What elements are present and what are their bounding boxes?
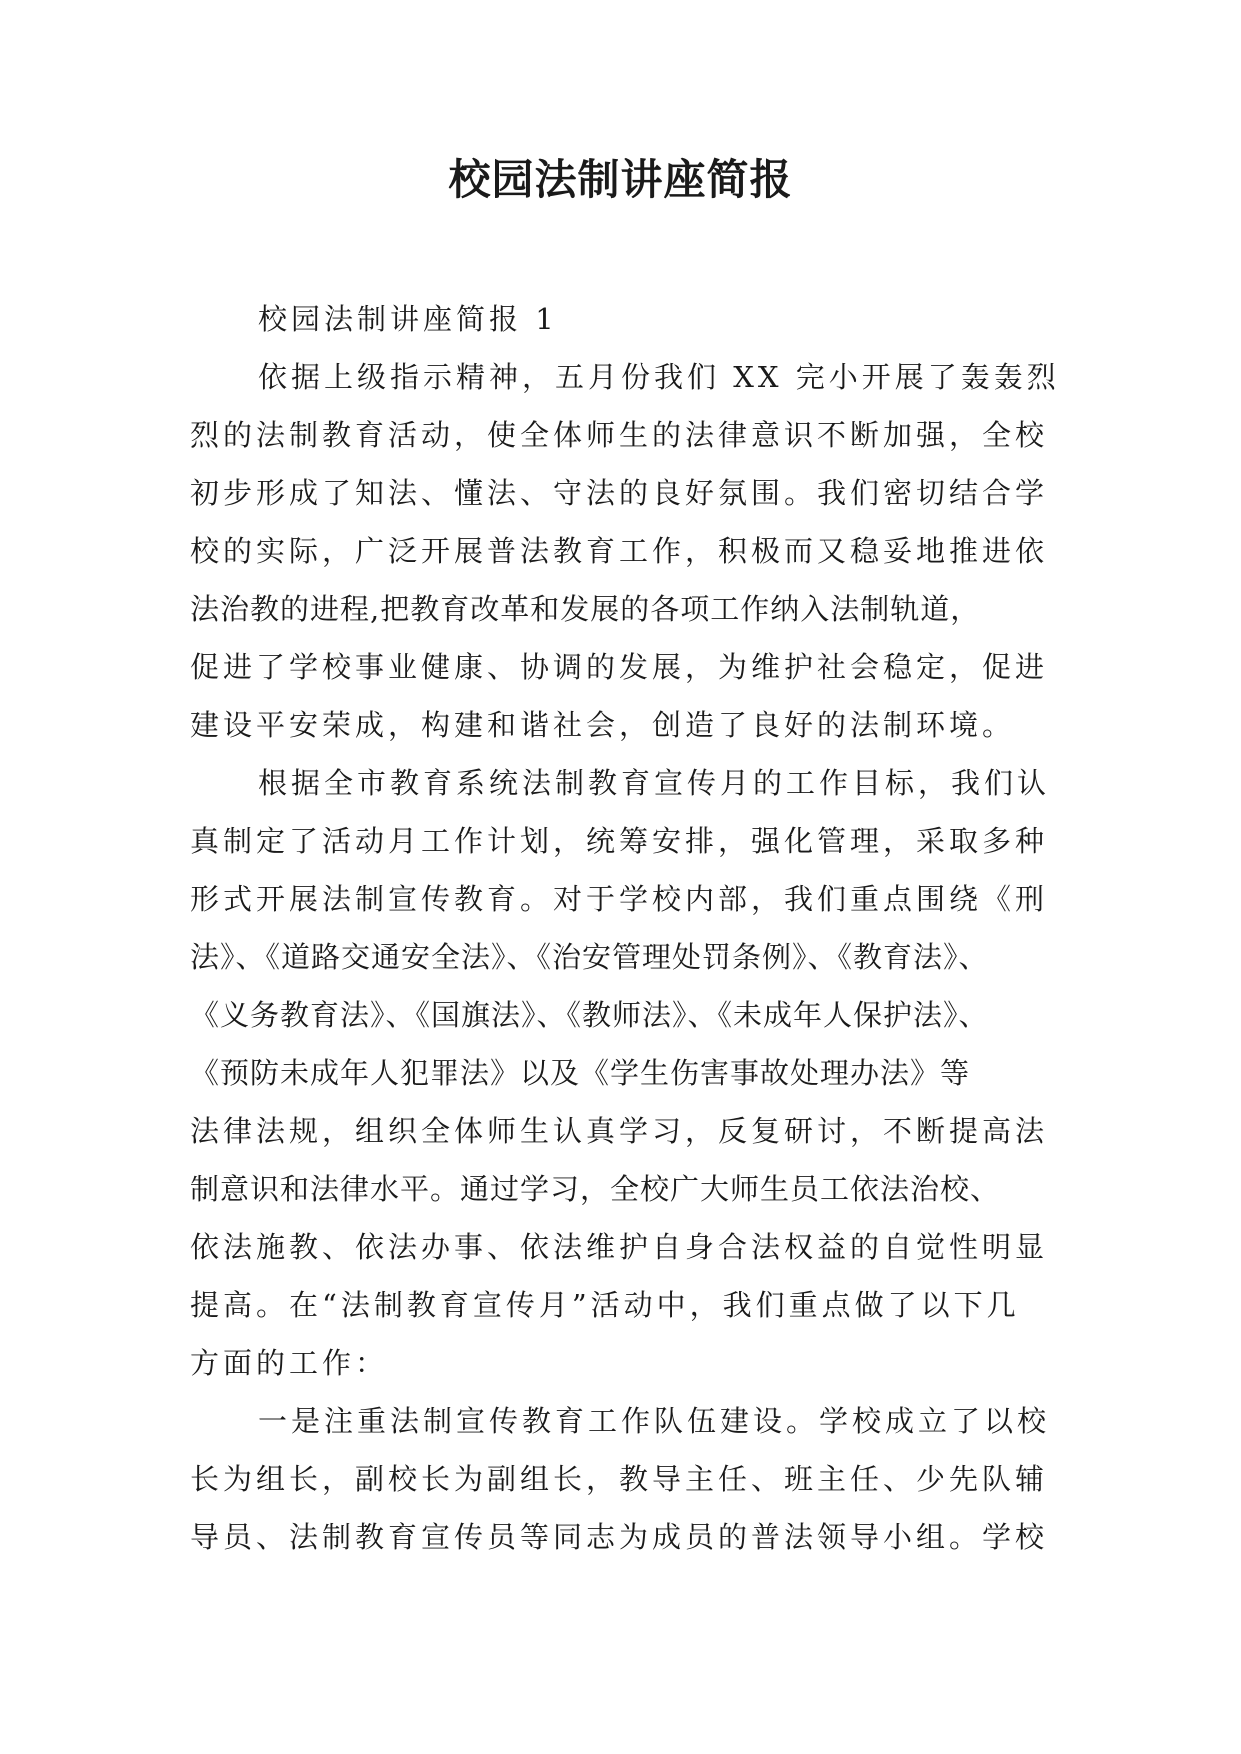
paragraph-line: 方面的工作：	[190, 1346, 389, 1380]
paragraph-line: 根据全市教育系统法制教育宣传月的工作目标，我们认	[258, 766, 1051, 800]
paragraph-line: 初步形成了知法、懂法、守法的良好氛围。我们密切结合学	[190, 476, 1049, 510]
paragraph-line: 《预防未成年人犯罪法》以及《学生伤害事故处理办法》等	[190, 1056, 971, 1090]
paragraph-line: 《义务教育法》、《国旗法》、《教师法》、《未成年人保护法》、	[190, 998, 989, 1032]
section-heading: 校园法制讲座简报 1	[258, 302, 558, 336]
paragraph-line: 长为组长，副校长为副组长，教导主任、班主任、少先队辅	[190, 1462, 1049, 1496]
document-title: 校园法制讲座简报	[448, 155, 793, 204]
paragraph-line: 烈的法制教育活动，使全体师生的法律意识不断加强，全校	[190, 418, 1049, 452]
paragraph-line: 依法施教、依法办事、依法维护自身合法权益的自觉性明显	[190, 1230, 1049, 1264]
document-body	[190, 290, 1060, 1566]
paragraph-line: 法治教的进程,把教育改革和发展的各项工作纳入法制轨道，	[190, 592, 981, 626]
paragraph-line: 导员、法制教育宣传员等同志为成员的普法领导小组。学校	[190, 1520, 1049, 1554]
paragraph-line: 依据上级指示精神，五月份我们 XX 完小开展了轰轰烈	[258, 360, 1060, 394]
paragraph-line: 制意识和法律水平。通过学习，全校广大师生员工依法治校、	[190, 1172, 1001, 1206]
paragraph-line: 一是注重法制宣传教育工作队伍建设。学校成立了以校	[258, 1404, 1051, 1438]
paragraph-line: 形式开展法制宣传教育。对于学校内部，我们重点围绕《刑	[190, 882, 1049, 916]
paragraph-line: 建设平安荣成，构建和谐社会，创造了良好的法制环境。	[190, 708, 1016, 742]
paragraph-line: 促进了学校事业健康、协调的发展，为维护社会稳定，促进	[190, 650, 1049, 684]
paragraph-line: 法》、《道路交通安全法》、《治安管理处罚条例》、《教育法》、	[190, 940, 989, 974]
paragraph-line: 提高。在“法制教育宣传月”活动中，我们重点做了以下几	[190, 1288, 1020, 1322]
paragraph-line: 法律法规，组织全体师生认真学习，反复研讨，不断提高法	[190, 1114, 1049, 1148]
paragraph-line: 校的实际，广泛开展普法教育工作，积极而又稳妥地推进依	[190, 534, 1049, 568]
paragraph-line: 真制定了活动月工作计划，统筹安排，强化管理，采取多种	[190, 824, 1049, 858]
